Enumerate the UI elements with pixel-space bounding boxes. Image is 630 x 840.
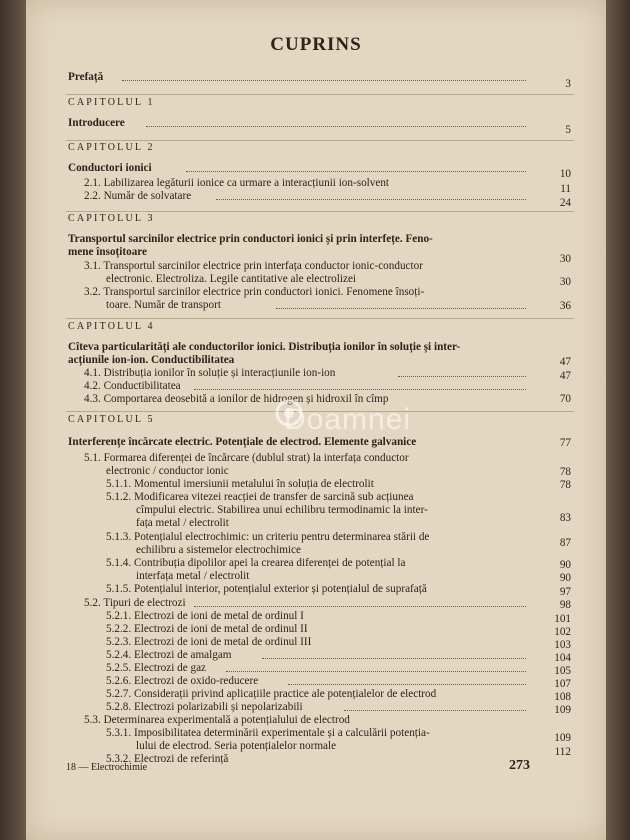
- toc-entry: cîmpului electric. Stabilirea unui echilibru termodinamic la inter-: [136, 504, 428, 516]
- book-spine-shadow: [0, 0, 26, 840]
- dot-leader: [276, 308, 526, 309]
- chapter-title: Transportul sarcinilor electrice prin conductori ionici și prin interfețe. Feno-: [68, 233, 433, 245]
- chapter-heading: CAPITOLUL 3: [68, 213, 155, 224]
- toc-entry: 5.1.2. Modificarea vitezei reacției de transfer de sarcină sub acțiunea: [106, 491, 414, 503]
- dot-leader: [122, 80, 526, 81]
- dot-leader: [398, 376, 526, 377]
- page-number: 70: [559, 393, 571, 405]
- toc-entry: 4.1. Distribuția ionilor în soluție și interacțiunile ion-ion: [84, 367, 336, 379]
- footer-page-number: 273: [509, 758, 530, 773]
- dot-leader: [262, 658, 526, 659]
- dot-leader: [288, 684, 526, 685]
- page-number: 30: [559, 276, 571, 288]
- toc-entry: 5.2.2. Electrozi de ioni de metal de ordinul II: [106, 623, 308, 635]
- toc-entry: 4.3. Comportarea deosebită a ionilor de hidrogen și hidroxil în cîmp: [84, 393, 389, 405]
- toc-entry: electronic / conductor ionic: [106, 465, 229, 477]
- page-number: 78: [559, 466, 571, 478]
- page-number: 103: [554, 639, 571, 651]
- dot-leader: [146, 126, 526, 127]
- page-number: 24: [559, 197, 571, 209]
- page-number: 11: [560, 183, 571, 195]
- chapter-heading: CAPITOLUL 2: [68, 142, 155, 153]
- toc-entry: echilibru a sistemelor electrochimice: [136, 544, 301, 556]
- page-number: 102: [554, 626, 571, 638]
- toc-entry: 3.1. Transportul sarcinilor electrice prin interfața conductor ionic-conductor: [84, 260, 423, 272]
- page-number: 87: [559, 537, 571, 549]
- toc-entry-preface: Prefață: [68, 71, 104, 83]
- dot-leader: [216, 199, 526, 200]
- page-number: 101: [554, 613, 571, 625]
- divider: [66, 318, 574, 319]
- toc-entry: 4.2. Conductibilitatea: [84, 380, 181, 392]
- page-number: 112: [554, 746, 571, 758]
- page-number: 109: [554, 732, 571, 744]
- chapter-title: Conductori ionici: [68, 162, 152, 174]
- page-number: 30: [559, 253, 571, 265]
- toc-entry: 5.3.1. Imposibilitatea determinării experimentale și a calculării potenția-: [106, 727, 430, 739]
- toc-entry: 5.3.2. Electrozi de referință: [106, 753, 229, 765]
- toc-entry: 5.2. Tipuri de electrozi: [84, 597, 186, 609]
- page-title: CUPRINS: [270, 34, 362, 55]
- book-page: [26, 0, 606, 840]
- page-number: 90: [559, 572, 571, 584]
- toc-entry: 2.2. Număr de solvatare: [84, 190, 192, 202]
- dot-leader: [194, 389, 526, 390]
- toc-entry: 5.1. Formarea diferenței de încărcare (dublul strat) la interfața conductor: [84, 452, 409, 464]
- toc-entry: fața metal / electrolit: [136, 517, 229, 529]
- toc-entry: 5.3. Determinarea experimentală a potențialului de electrod: [84, 714, 350, 726]
- page-number: 108: [554, 691, 571, 703]
- toc-entry: 2.1. Labilizarea legăturii ionice ca urmare a interacțiunii ion-solvent: [84, 177, 390, 189]
- page-number: 3: [565, 78, 571, 90]
- page-edge-shadow: [606, 0, 630, 840]
- toc-entry: 5.2.1. Electrozi de ioni de metal de ordinul I: [106, 610, 304, 622]
- page-number: 107: [554, 678, 571, 690]
- page-number: 47: [559, 370, 571, 382]
- toc-entry: 5.2.4. Electrozi de amalgam: [106, 649, 232, 661]
- toc-entry: interfața metal / electrolit: [136, 570, 250, 582]
- chapter-heading: CAPITOLUL 1: [68, 97, 155, 108]
- dot-leader: [194, 606, 526, 607]
- page-number: 97: [559, 586, 571, 598]
- toc-entry: toare. Număr de transport: [106, 299, 221, 311]
- chapter-title: Interferențe încărcate electric. Potențiale de electrod. Elemente galvanice: [68, 436, 417, 448]
- page-number: 77: [559, 437, 571, 449]
- dot-leader: [226, 671, 526, 672]
- chapter-title: Introducere: [68, 117, 125, 129]
- dot-leader: [344, 710, 526, 711]
- page-number: 104: [554, 652, 571, 664]
- page-number: 10: [559, 168, 571, 180]
- chapter-heading: CAPITOLUL 5: [68, 414, 155, 425]
- toc-entry: 5.2.5. Electrozi de gaz: [106, 662, 207, 674]
- chapter-title: mene însoțitoare: [68, 246, 148, 258]
- footer-signature: 18 — Electrochimie: [66, 762, 148, 773]
- divider: [66, 140, 574, 141]
- toc-entry: electronic. Electroliza. Legile cantitative ale electrolizei: [106, 273, 357, 285]
- divider: [66, 94, 574, 95]
- page-number: 83: [559, 512, 571, 524]
- chapter-title: acțiunile ion-ion. Conductibilitatea: [68, 354, 235, 366]
- dot-leader: [186, 171, 526, 172]
- toc-entry: 3.2. Transportul sarcinilor electrice prin conductori ionici. Fenomene însoți-: [84, 286, 425, 298]
- toc-entry: 5.1.3. Potențialul electrochimic: un criteriu pentru determinarea stării de: [106, 531, 430, 543]
- page-number: 109: [554, 704, 571, 716]
- chapter-title: Cîteva particularități ale conductorilor ionici. Distribuția ionilor în soluție și inter-: [68, 341, 461, 353]
- page-number: 47: [559, 356, 571, 368]
- page-number: 105: [554, 665, 571, 677]
- toc-entry: 5.1.4. Contribuția dipolilor apei la crearea diferenței de potențial la: [106, 557, 406, 569]
- toc-entry: 5.1.1. Momentul imersiunii metalului în soluția de electrolit: [106, 478, 374, 490]
- divider: [66, 211, 574, 212]
- toc-entry: 5.2.7. Considerații privind aplicațiile practice ale potențialelor de electrod: [106, 688, 437, 700]
- toc-entry: 5.2.3. Electrozi de ioni de metal de ordinul III: [106, 636, 312, 648]
- toc-entry: 5.1.5. Potențialul interior, potențialul exterior și potențialul de suprafață: [106, 583, 427, 595]
- chapter-heading: CAPITOLUL 4: [68, 321, 155, 332]
- page-number: 90: [559, 559, 571, 571]
- page-number: 5: [565, 124, 571, 136]
- page-number: 98: [559, 599, 571, 611]
- toc-entry: 5.2.8. Electrozi polarizabili și nepolarizabili: [106, 701, 303, 713]
- page-number: 78: [559, 479, 571, 491]
- toc-entry: lului de electrod. Seria potențialelor normale: [136, 740, 337, 752]
- page-number: 36: [559, 300, 571, 312]
- watermark-text: Doamnei: [284, 403, 412, 436]
- toc-entry: 5.2.6. Electrozi de oxido-reducere: [106, 675, 259, 687]
